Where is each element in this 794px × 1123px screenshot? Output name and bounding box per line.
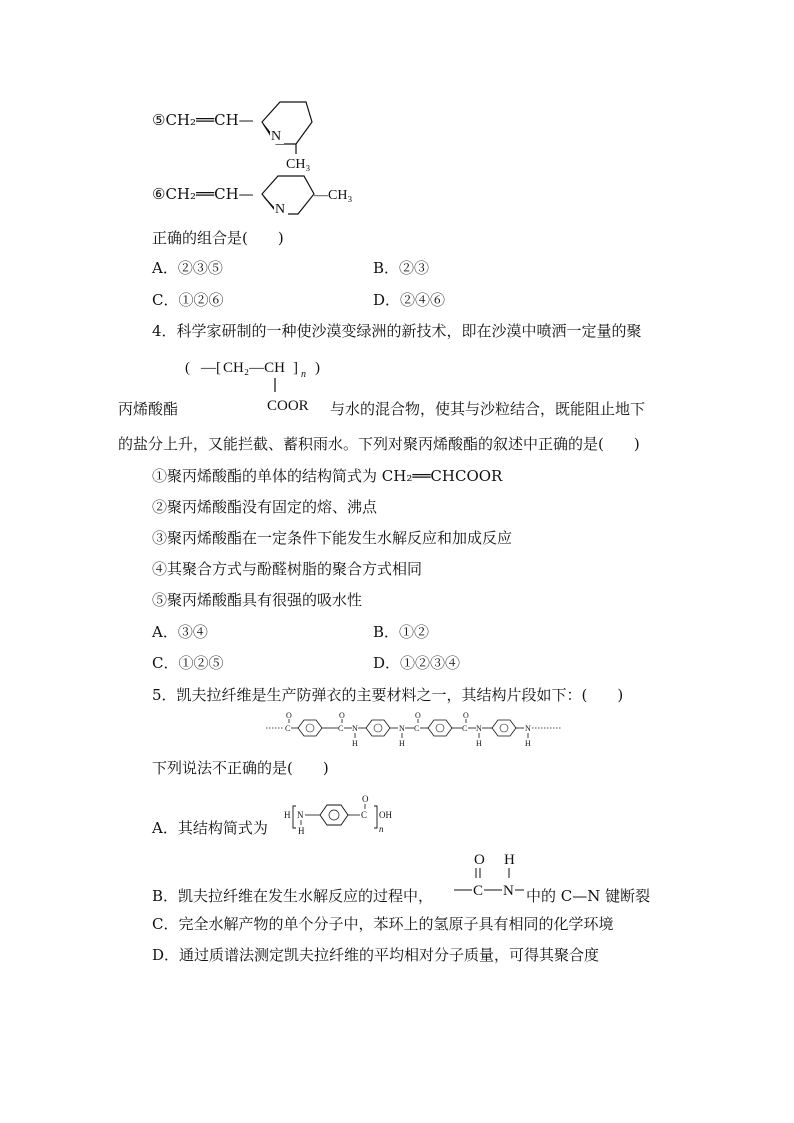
- q4-option-a[interactable]: A．③④: [152, 623, 208, 641]
- ester-branch: COOR: [267, 398, 309, 414]
- methyl-substituent: CH₃: [286, 157, 311, 172]
- amide-n: N: [476, 724, 482, 733]
- kevlar-formula-structure: [284, 790, 414, 840]
- amide-n: N: [525, 724, 531, 733]
- carbonyl-c: C: [462, 724, 468, 733]
- subscript-n: n: [301, 369, 306, 380]
- q5-option-d[interactable]: D．通过质谱法测定凯夫拉纤维的平均相对分子质量，可得其聚合度: [152, 946, 600, 964]
- q4-line2-left: 丙烯酸酯: [118, 400, 179, 418]
- amide-h: H: [352, 739, 358, 748]
- q4-statement-5: ⑤聚丙烯酸酯具有很强的吸水性: [152, 591, 363, 609]
- end-oh: OH: [379, 810, 392, 820]
- q3-option-a[interactable]: A．②③⑤: [152, 259, 223, 277]
- bracket-left: —[: [201, 360, 221, 376]
- fragment-h: H: [504, 852, 515, 868]
- vinyl-chain: CH₂══CH—: [165, 185, 254, 203]
- polyacrylate-structure: [185, 356, 335, 418]
- carbonyl-c: C: [338, 724, 344, 733]
- q4-line3: 的盐分上升，又能拦截、蓄积雨水。下列对聚丙烯酸酯的叙述中正确的是( ): [118, 435, 640, 453]
- fragment-c: C: [473, 883, 484, 899]
- q3-option-d[interactable]: D．②④⑥: [373, 291, 446, 309]
- q3-prompt: 正确的组合是( ): [152, 229, 284, 247]
- bracket-right: ]: [293, 360, 298, 376]
- q3-option-c[interactable]: C．①②⑥: [152, 291, 224, 309]
- amide-h: H: [399, 739, 405, 748]
- carbonyl-o: O: [415, 711, 421, 720]
- end-h: H: [284, 810, 291, 820]
- fragment-o: O: [474, 852, 485, 868]
- methyl-substituent: —CH₃: [314, 188, 353, 203]
- ring-nitrogen: N: [271, 129, 282, 144]
- repeat-unit: CH₂—CH: [223, 360, 285, 376]
- q5-option-b-right: 中的 C—N 键断裂: [526, 887, 651, 905]
- item-number: ⑥: [152, 185, 166, 203]
- paren-open: (: [185, 360, 190, 376]
- q4-option-d[interactable]: D．①②③④: [373, 654, 461, 672]
- carbonyl-c: C: [361, 810, 368, 820]
- amide-h: H: [476, 739, 482, 748]
- q3-item5: [152, 110, 254, 130]
- carbonyl-o: O: [339, 711, 345, 720]
- piperidine-ring-structure-6: [250, 170, 370, 222]
- q5-option-b-left[interactable]: B．凯夫拉纤维在发生水解反应的过程中，: [152, 887, 434, 905]
- q4-statement-2: ②聚丙烯酸酯没有固定的熔、沸点: [152, 498, 378, 516]
- carbonyl-c: C: [285, 724, 291, 733]
- amide-fragment-structure: [450, 848, 526, 910]
- piperidine-ring-structure-5: [250, 96, 330, 174]
- q3-option-b[interactable]: B．②③: [373, 259, 430, 277]
- q4-statement-1: ①聚丙烯酸酯的单体的结构简式为 CH₂══CHCOOR: [152, 467, 503, 485]
- q5-option-c[interactable]: C．完全水解产物的单个分子中，苯环上的氢原子具有相同的化学环境: [152, 915, 614, 933]
- amide-n: N: [352, 724, 358, 733]
- carbonyl-o: O: [362, 794, 369, 804]
- q5-prompt: 下列说法不正确的是( ): [152, 759, 329, 777]
- q4-option-c[interactable]: C．①②⑤: [152, 654, 224, 672]
- carbonyl-c: C: [414, 724, 420, 733]
- amide-h: H: [298, 826, 305, 836]
- vinyl-chain: CH₂══CH—: [165, 111, 254, 129]
- carbonyl-o: O: [463, 711, 469, 720]
- amide-n: N: [399, 724, 405, 733]
- q5-line1: 5．凯夫拉纤维是生产防弹衣的主要材料之一，其结构片段如下：( ): [152, 686, 624, 704]
- q4-line2-right: 与水的混合物，使其与沙粒结合，既能阻止地下: [330, 400, 646, 418]
- subscript-n: n: [379, 824, 384, 834]
- fragment-n: N: [503, 883, 514, 899]
- kevlar-chain-fragment: [266, 708, 566, 754]
- amide-h: H: [525, 739, 531, 748]
- q4-statement-4: ④其聚合方式与酚醛树脂的聚合方式相同: [152, 560, 423, 578]
- item-number: ⑤: [152, 111, 166, 129]
- q4-option-b[interactable]: B．①②: [373, 623, 430, 641]
- amide-n: N: [297, 810, 304, 820]
- q4-statement-3: ③聚丙烯酸酯在一定条件下能发生水解反应和加成反应: [152, 529, 513, 547]
- q5-option-a[interactable]: A．其结构简式为: [152, 819, 268, 837]
- carbonyl-o: O: [286, 711, 292, 720]
- q4-line1: 4．科学家研制的一种使沙漠变绿洲的新技术，即在沙漠中喷洒一定量的聚: [152, 322, 642, 340]
- q3-item6: [152, 184, 254, 204]
- ring-nitrogen: N: [275, 202, 286, 217]
- paren-close: ): [315, 360, 320, 376]
